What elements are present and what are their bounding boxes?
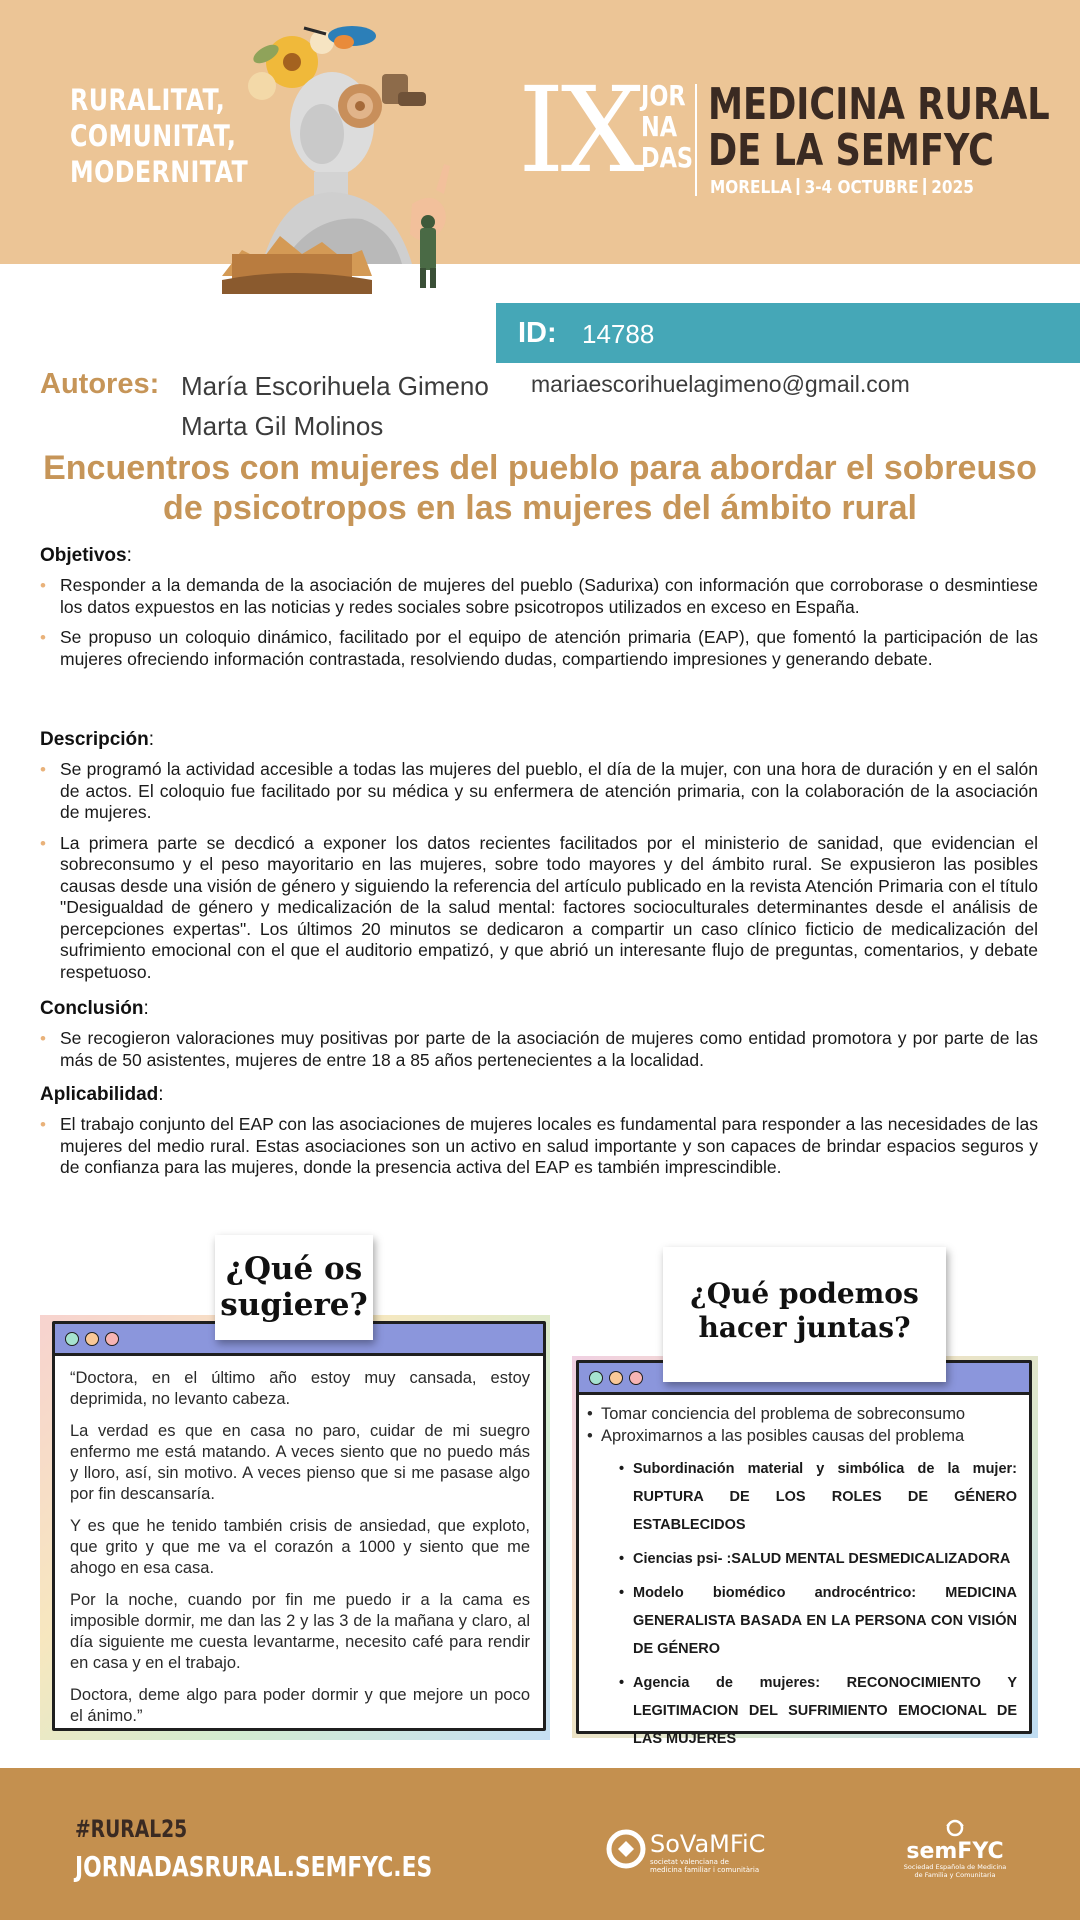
event-place-date: MORELLA 3-4 OCTUBRE 2025 [710,177,974,198]
separator [924,178,927,195]
case-card [40,1315,550,1740]
case-window [52,1321,546,1731]
section-heading: Aplicabilidad: [40,1084,164,1105]
sub-list-item: • Subordinación material y simbólica de la mujer: RUPTURA DE LOS ROLES DE GÉNERO ESTABLECIDOS [619,1455,1017,1539]
list-item: • Tomar conciencia del problema de sobreconsumo [587,1403,1017,1425]
poster-title: Encuentros con mujeres del pueblo para abordar el sobreuso de psicotropos en las mujeres del ámbito rural [43,449,1037,527]
jornadas-stack: JOR NA DAS [641,79,694,174]
footer-hashtag: #RURAL25 [75,1815,188,1843]
actions-list [587,1403,1017,1759]
bullet-text: • Se propuso un coloquio dinámico, facilitado por el equipo de atención primaria (EAP), que fomentó la participación de las mujeres ofreciendo información contrastada, resolviendo dudas, compartiendo impresiones y generando debate. [40,627,1038,670]
section-heading: Descripción: [40,729,155,750]
sub-list-item: • Modelo biomédico androcéntrico: MEDICINA GENERALISTA BASADA EN LA PERSONA CON VISIÓN DE GÉNERO [619,1579,1017,1663]
window-dot [85,1332,99,1346]
event-title: MEDICINA RURAL DE LA SEMFYC [708,79,1050,176]
id-value: 14788 [582,319,655,349]
separator [797,178,800,195]
edition-numeral: IX [518,61,641,199]
sticker-que-os-sugiere: ¿Qué os sugiere? [215,1235,373,1340]
bullet-text: • El trabajo conjunto del EAP con las asociaciones de mujeres locales es fundamental para responder a las necesidades de las mujeres del medio rural. Estas asociaciones son un activo en salud importante y son capaces de brindar espacios seguros y de confianza para las mujeres, donde la presencia activa del EAP es también imprescindible. [40,1114,1038,1179]
section-aplicabilidad [40,1084,1038,1188]
authors-label: Autores: [40,368,160,400]
author-email: mariaescorihuelagimeno@gmail.com [531,371,910,397]
actions-window [576,1360,1032,1747]
bullet-text: • La primera parte se decdicó a exponer los datos recientes facilitados por el ministerio de sanidad, que evidencian el sobreconsumo y el peso mayoritario en las mujeres, sobre todo mayores y del ámbito rural. Se expusieron las posibles causas desde una visión de género y siguiendo la referencia del artículo publicado en la revista Atención Primaria con el título "Desigualdad de género y medicalización de la salud mental: factores socioculturales determinantes desde el análisis de percepciones expertas". Los últimos 20 minutos se dedicaron a compartir un caso clínico ficticio de medicalización del sufrimiento emocional con el que el auditorio empatizó, y que abrió un interesante flujo de preguntas, comentarios, y debate respetuoso. [40,833,1038,984]
sovamfic-logo [606,1822,776,1876]
author-name: Marta Gil Molinos [181,411,384,441]
svg-text:medicina familiar i comunitàri: medicina familiar i comunitària [650,1866,760,1874]
header-banner [0,0,1080,264]
author-name: María Escorihuela Gimeno [181,371,489,401]
footer-website[interactable]: JORNADASRURAL.SEMFYC.ES [75,1850,433,1883]
actions-card [572,1356,1038,1747]
sticker-que-podemos-hacer: ¿Qué podemos hacer juntas? [663,1247,946,1382]
section-heading: Conclusión: [40,998,149,1019]
window-dot [629,1371,643,1385]
sub-list-item: • Agencia de mujeres: RECONOCIMIENTO Y LEGITIMACION DEL SUFRIMIENTO EMOCIONAL DE LAS MUJERES [619,1669,1017,1753]
svg-text:Sociedad Española de Medicina: Sociedad Española de Medicina [903,1863,1007,1871]
list-item: • Aproximarnos a las posibles causas del problema [587,1425,1017,1447]
section-objetivos [40,545,1038,679]
section-descripcion [40,729,1038,992]
window-dot [65,1332,79,1346]
id-bar [496,303,1080,363]
slogan: RURALITAT, COMUNITAT, MODERNITAT [70,83,249,189]
window-dot [105,1332,119,1346]
svg-text:societat valenciana de: societat valenciana de [650,1858,729,1866]
svg-text:de Familia y Comunitaria: de Familia y Comunitaria [914,1871,996,1879]
case-text: “Doctora, en el último año estoy muy cansada, estoy deprimida, no levanto cabeza. La verdad es que en casa no paro, cuidar de mi suegro enfermo me está matando. A veces siento que no puedo más y lloro, así, sin motivo. A veces pienso que si me pasase algo por fin descansaría. Y es que he tenido también crisis de ansiedad, que exploto, que grito y que me va el corazón a 1000 y siento que me ahogo en esa casa. Por la noche, cuando por fin me puedo ir a la cama es imposible dormir, me dan las 2 y las 3 de la mañana y claro, al día siguiente me cuesta levantarme, necesito café para rendir en casa y en el trabajo. Doctora, deme algo para poder dormir y que mejore un poco el ánimo.” [70,1369,530,1725]
bullet-text: • Se programó la actividad accesible a todas las mujeres del pueblo, el día de la mujer, con una hora de duración y en el salón de actos. El coloquio fue facilitado por su médica y su enfermera de atención primaria, con la colaboración de la asociación de mujeres. [40,759,1038,824]
bullet-text: • Se recogieron valoraciones muy positivas por parte de la asociación de mujeres como entidad promotora y por parte de las más de 50 asistentes, mujeres de entre 18 a 85 años pertenecientes a la localidad. [40,1028,1038,1071]
window-dot [609,1371,623,1385]
semfyc-logo [900,1818,1010,1882]
sub-list [619,1455,1017,1753]
window-dot [589,1371,603,1385]
svg-text:semFYC: semFYC [906,1839,1004,1864]
statue-collage-illustration [222,14,492,306]
svg-text:SoVaMFiC: SoVaMFiC [650,1830,766,1858]
bullet-text: • Responder a la demanda de la asociación de mujeres del pueblo (Sadurixa) con información que corroborase o desmintiese los datos expuestos en las noticias y redes sociales sobre psicotropos utilizados en exceso en España. [40,575,1038,618]
section-conclusion [40,998,1038,1080]
header-divider [695,84,697,196]
section-heading: Objetivos: [40,545,132,566]
footer [0,1768,1080,1920]
id-label: ID: [518,317,557,349]
sub-list-item: • Ciencias psi- :SALUD MENTAL DESMEDICALIZADORA [619,1545,1017,1573]
